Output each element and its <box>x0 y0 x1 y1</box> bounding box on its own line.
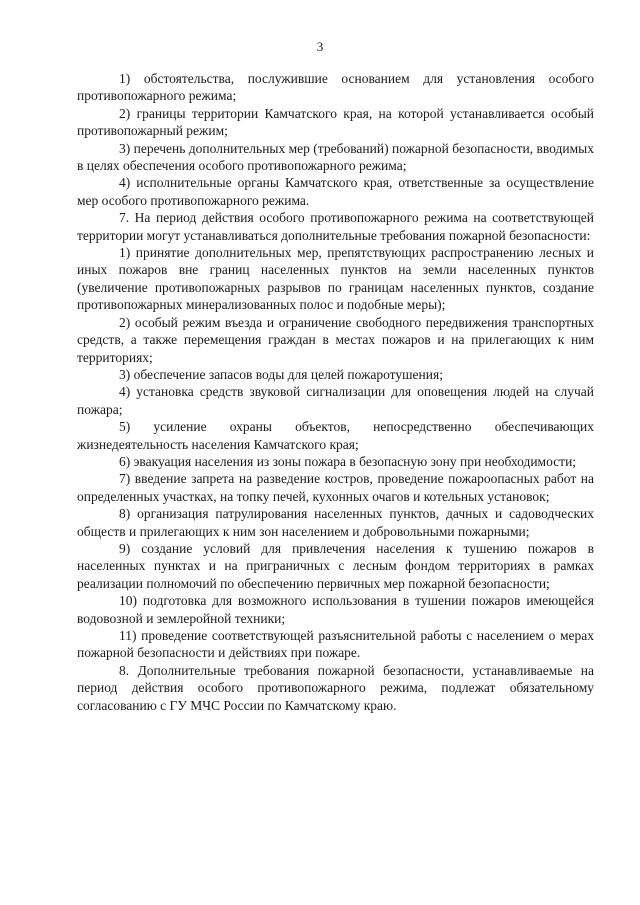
paragraph-2-territory-borders: 2) границы территории Камчатского края, на которой устанавливается особый противопожарный режим; <box>77 105 594 139</box>
paragraph-4-responsible-bodies: 4) исполнительные органы Камчатского края, ответственные за осуществление мер особого противопожарного режима. <box>77 175 594 208</box>
requirement-4-sound-alarm: 4) установка средств звуковой сигнализации для оповещения людей на случай пожара; <box>77 384 594 417</box>
section-7-heading: 7. На период действия особого противопожарного режима на соответствующей территории могут устанавливаться дополнительные требования пожарной безопасности: <box>77 210 594 243</box>
requirement-3-water-supply: 3) обеспечение запасов воды для целей пожаротушения; <box>119 366 443 382</box>
paragraph-3-measures-list: 3) перечень дополнительных мер (требований) пожарной безопасности, вводимых в целях обеспечения особого противопожарного режима; <box>77 140 594 174</box>
requirement-2-entry-restriction: 2) особый режим въезда и ограничение свободного передвижения транспортных средств, а также перемещения граждан в местах пожаров и на прилегающих к ним территориях; <box>77 314 594 365</box>
requirement-6-evacuation: 6) эвакуация населения из зоны пожара в безопасную зону при необходимости; <box>119 453 577 469</box>
requirement-10-equipment: 10) подготовка для возможного использования в тушении пожаров имеющейся водовозной и землеройной техники; <box>77 593 594 626</box>
requirement-5-guard-objects: 5) усиление охраны объектов, непосредственно обеспечивающих жизнедеятельность населения Камчатского края; <box>77 419 594 452</box>
paragraph-1-circumstances: 1) обстоятельства, послужившие основанием для установления особого противопожарного режима; <box>77 71 594 104</box>
requirement-11-outreach: 11) проведение соответствующей разъяснительной работы с населением о мерах пожарной безопасности и действиях при пожаре. <box>77 628 594 661</box>
requirement-8-patrols: 8) организация патрулирования населенных пунктов, дачных и садоводческих обществ и прилегающих к ним зон населением и добровольными пожарными; <box>77 506 594 539</box>
requirement-9-population-involvement: 9) создание условий для привлечения населения к тушению пожаров в населенных пунктах и на приграничных с лесным фондом территориях в рамках реализации полномочий по обеспечению первичных мер пожарной безопасности; <box>77 540 594 591</box>
page-number: 3 <box>316 39 324 54</box>
section-8-approval: 8. Дополнительные требования пожарной безопасности, устанавливаемые на период действия особого противопожарного режима, подлежат обязательному согласованию с ГУ МЧС России по Камчатскому краю. <box>77 662 594 713</box>
requirement-1-prevent-spread: 1) принятие дополнительных мер, препятствующих распространению лесных и иных пожаров вне границ населенных пунктов на земли населенных пунктов (увеличение противопожарных разрывов по границам населенных пунктов, создание противопожарных минерализованных полос и подобные меры); <box>77 245 594 313</box>
requirement-7-fire-ban: 7) введение запрета на разведение костров, проведение пожароопасных работ на определенных участках, на топку печей, кухонных очагов и котельных установок; <box>77 471 594 504</box>
document-body <box>77 70 594 714</box>
